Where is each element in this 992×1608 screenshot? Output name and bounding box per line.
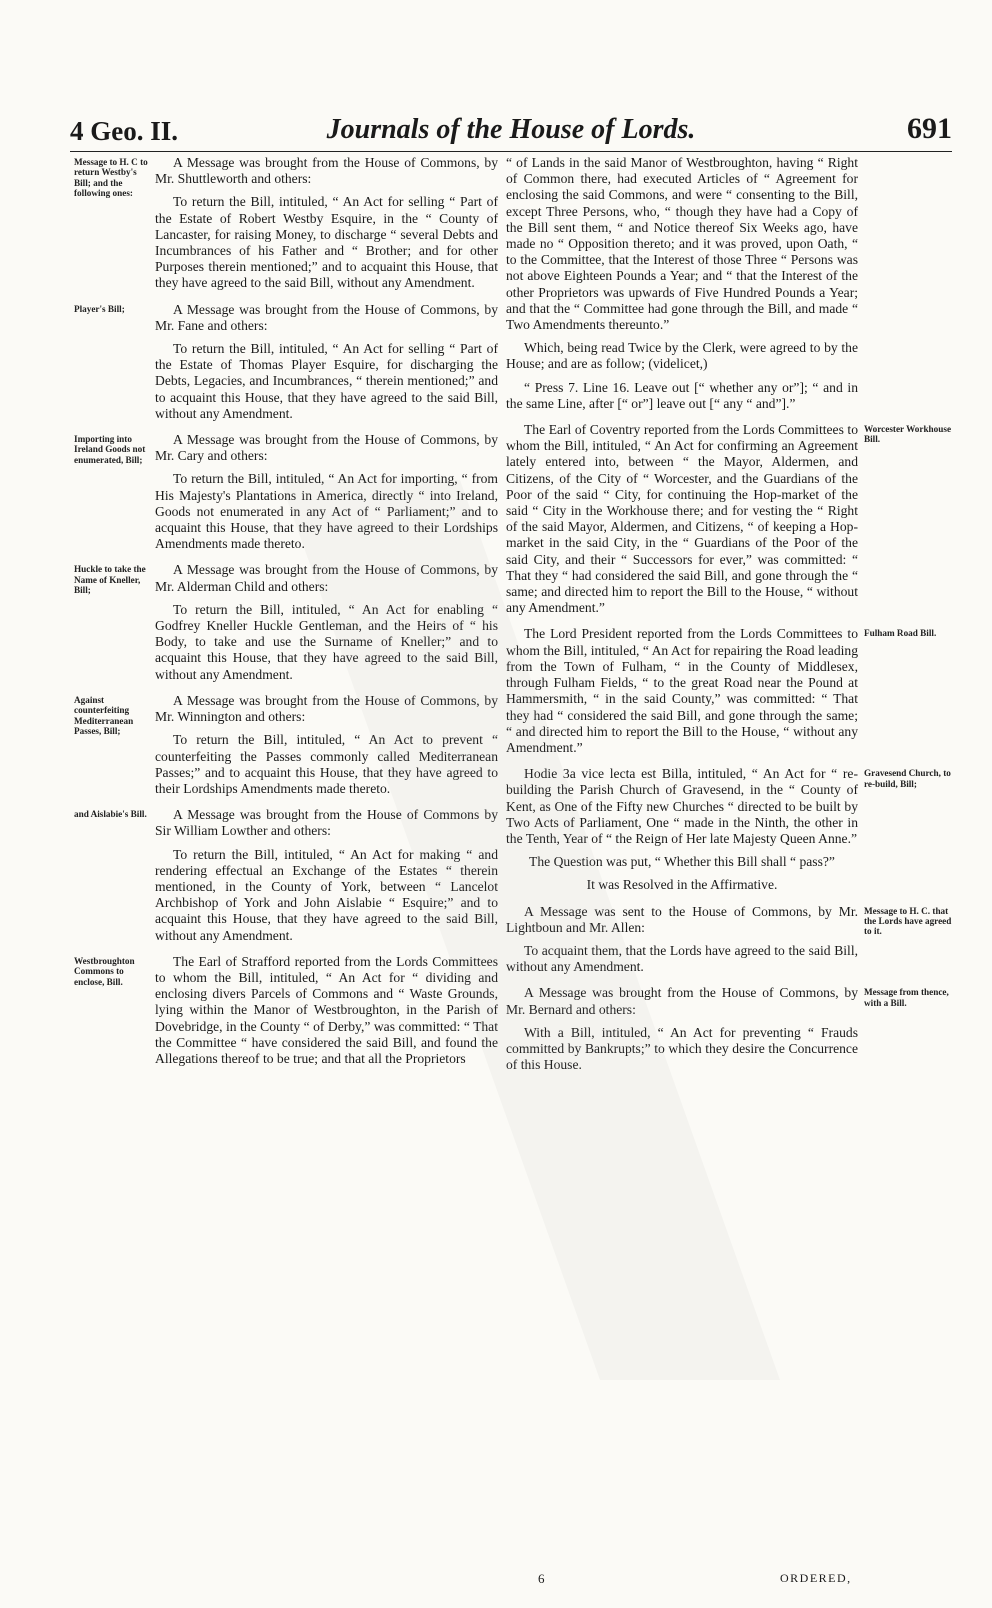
journal-entry [506, 626, 858, 756]
journal-entry [155, 693, 498, 797]
entry-paragraph: A Message was brought from the House of Commons by Sir William Lowther and others: [155, 807, 498, 839]
margin-note: Message to H. C. that the Lords have agreed to it. [864, 905, 952, 937]
margin-note: Message to H. C to return Westby's Bill; and the following ones: [74, 157, 148, 199]
entry-paragraph: “ Press 7. Line 16. Leave out [“ whether any or”]; “ and in the same Line, after [“ or”] leave out [“ any “ and”].” [506, 379, 858, 411]
journal-entry [155, 302, 498, 422]
entry-paragraph: To return the Bill, intituled, “ An Act for enabling “ Godfrey Kneller Huckle Gentleman, and the Heirs of “ his Body, to take and use the Surname of Kneller;” and to acquaint this House, that they have agreed to the said Bill, without any Amendment. [155, 601, 498, 682]
journal-entry [155, 155, 498, 292]
entry-paragraph: The Earl of Strafford reported from the Lords Committees to whom the Bill, intituled, “ An Act for “ dividing and enclosing divers Parcels of Commons and “ Waste Grounds, lying within the Manor of Westbroughton, in the Parish of Dovebridge, in the County “ of Derby,” was committed: “ That the Committee “ have considered the said Bill, and found the Allegations thereof to be true; and that all the Proprietors [155, 953, 498, 1066]
journal-entry [506, 155, 858, 412]
left-column [155, 155, 498, 1077]
entry-paragraph: To acquaint them, that the Lords have agreed to the said Bill, without any Amendment. [506, 942, 858, 975]
journal-entry [155, 562, 498, 682]
entry-paragraph: To return the Bill, intituled, “ An Act to prevent “ counterfeiting the Passes commonly called Mediterranean Passes;” and to acquaint this House, that they have agreed to their Lordships Amendments made thereto. [155, 732, 498, 796]
catchword: ORDERED, [780, 1571, 852, 1585]
entry-paragraph: A Message was brought from the House of Commons, by Mr. Bernard and others: [506, 985, 858, 1017]
margin-note: Westbroughton Commons to enclose, Bill. [74, 955, 135, 987]
entry-paragraph: “ of Lands in the said Manor of Westbroughton, having “ Right of Common there, had executed Articles of “ Agreement for enclosing the said Commons, and were “ consenting to the Bill, except Three Persons, who, “ though they have had a Copy of the Bill sent them, “ and Notice thereof Six Weeks ago, have made no “ Opposition thereto; and it was proved, upon Oath, “ to the Committee, that the Interest of those Three “ Persons was not above Eighteen Pounds a Year; and “ that the Interest of the other Proprietors was upwards of Five Hundred Pounds a Year; and that the “ Committee had gone through the Bill, and made “ Two Amendments thereunto.” [506, 155, 858, 333]
entry-paragraph: With a Bill, intituled, “ An Act for preventing “ Frauds committed by Bankrupts;” to which they desire the Concurrence of this House. [506, 1024, 858, 1073]
entry-paragraph: A Message was brought from the House of Commons, by Mr. Alderman Child and others: [155, 562, 498, 594]
entry-paragraph: The Earl of Coventry reported from the Lords Committees to whom the Bill, intituled, “ An Act for confirming an Agreement lately entered into, between “ the Mayor, Aldermen, and Citizens, of the City of “ Worcester, and the Guardians of the Poor of the said “ City, for continuing the Hop-market of the said “ City in the Workhouse there; and for vesting the “ Right of the said Mayor, Aldermen, and Citizens, “ of keeping a Hop-market in the said City, in the “ Guardians of the Poor of the said City, and their “ Successors for ever,” was committed: “ That they “ had considered the said Bill, and gone through the “ same; and directed him to report the Bill to the House, “ without any Amendment.” [506, 422, 858, 616]
entry-paragraph: To return the Bill, intituled, “ An Act for importing, “ from His Majesty's Plantations in America, directly “ into Ireland, Goods not enumerated in any Act of “ Parliament;” and to acquaint this House, that they have agreed to their Lordships Amendments made thereto. [155, 471, 498, 552]
question-put: The Question was put, “ Whether this Bill shall “ pass?” [529, 854, 835, 870]
margin-note: Fulham Road Bill. [864, 628, 937, 639]
margin-note: Worcester Workhouse Bill. [864, 424, 952, 445]
margin-note: Huckle to take the Name of Kneller, Bill; [74, 564, 146, 596]
margin-note: and Aislabie's Bill. [74, 809, 147, 820]
margin-note: Against counterfeiting Mediterranean Passes, Bill; [74, 694, 134, 737]
regnal-year: 4 Geo. II. [70, 116, 178, 146]
right-column [506, 155, 858, 1083]
entry-paragraph: A Message was brought from the House of Commons, by Mr. Fane and others: [155, 301, 498, 333]
entry-paragraph: To return the Bill, intituled, “ An Act for making “ and rendering effectual an Exchange of the Estates “ therein mentioned, in the County of York, between “ Lancelot Archbishop of York and John Aislabie “ Esquire;” and to acquaint this House, that they have agreed to the said Bill, without any Amendment. [155, 846, 498, 943]
margin-note: Importing into Ireland Goods not enumerated, Bill; [74, 434, 146, 465]
resolution: It was Resolved in the Affirmative. [586, 877, 778, 893]
page-header [70, 110, 952, 150]
entry-paragraph: Hodie 3a vice lecta est Billa, intituled, “ An Act for “ re-building the Parish Church of Gravesend, in the “ County of Kent, as One of the Fifty new Churches “ directed to be built by Two Acts of Parliament, One “ made in the Ninth, the other in the Tenth, Year of “ the Reign of Her late Majesty Queen Anne.” [506, 766, 858, 846]
margin-note: Gravesend Church, to re-build, Bill; [864, 768, 951, 789]
margin-note: Message from thence, with a Bill. [864, 987, 949, 1008]
margin-note: Player's Bill; [74, 303, 125, 314]
entry-paragraph: A Message was sent to the House of Commons, by Mr. Lightboun and Mr. Allen: [506, 903, 858, 935]
journal-entry [506, 985, 858, 1073]
entry-paragraph: The Lord President reported from the Lords Committees to whom the Bill, intituled, “ An Act for repairing the Road leading from the Town of Fulham, “ in the County of Middlesex, through Fulham Fields, “ to the great Road near the Pound at Hammersmith, “ in the said County,” was committed: “ That they had “ considered the said Bill, and gone through the same; “ and directed him to report the Bill to the House, “ without any Amendment.” [506, 626, 858, 755]
journal-entry [506, 904, 858, 976]
entry-paragraph: A Message was brought from the House of Commons, by Mr. Winnington and others: [155, 692, 498, 725]
header-rule [70, 151, 952, 152]
entry-paragraph: Which, being read Twice by the Clerk, were agreed to by the House; and are as follow; (videlicet,) [506, 340, 858, 372]
journal-entry [155, 954, 498, 1067]
journal-entry [506, 422, 858, 616]
running-title: Journals of the House of Lords. [326, 114, 696, 145]
page-number: 691 [907, 112, 952, 145]
entry-paragraph: A Message was brought from the House of Commons, by Mr. Cary and others: [155, 432, 498, 464]
journal-entry [506, 766, 858, 893]
signature-mark: 6 [538, 1571, 545, 1586]
entry-paragraph: To return the Bill, intituled, “ An Act for selling “ Part of the Estate of Thomas Player Esquire, for discharging the Debts, Legacies, and Incumbrances, “ therein mentioned;” and to acquaint this House, that they have agreed to the said Bill, without any Amendment. [155, 341, 498, 421]
journal-entry [155, 432, 498, 552]
journal-entry [155, 807, 498, 944]
entry-paragraph: A Message was brought from the House of Commons, by Mr. Shuttleworth and others: [155, 155, 498, 187]
entry-paragraph: To return the Bill, intituled, “ An Act for selling “ Part of the Estate of Robert Westby Esquire, in the “ County of Lancaster, for raising Money, to discharge “ several Debts and Incumbrances of his Father and “ Brother; and for other Purposes therein mentioned;” and to acquaint this House, that they have agreed to the said Bill, without any Amendment. [155, 194, 498, 291]
